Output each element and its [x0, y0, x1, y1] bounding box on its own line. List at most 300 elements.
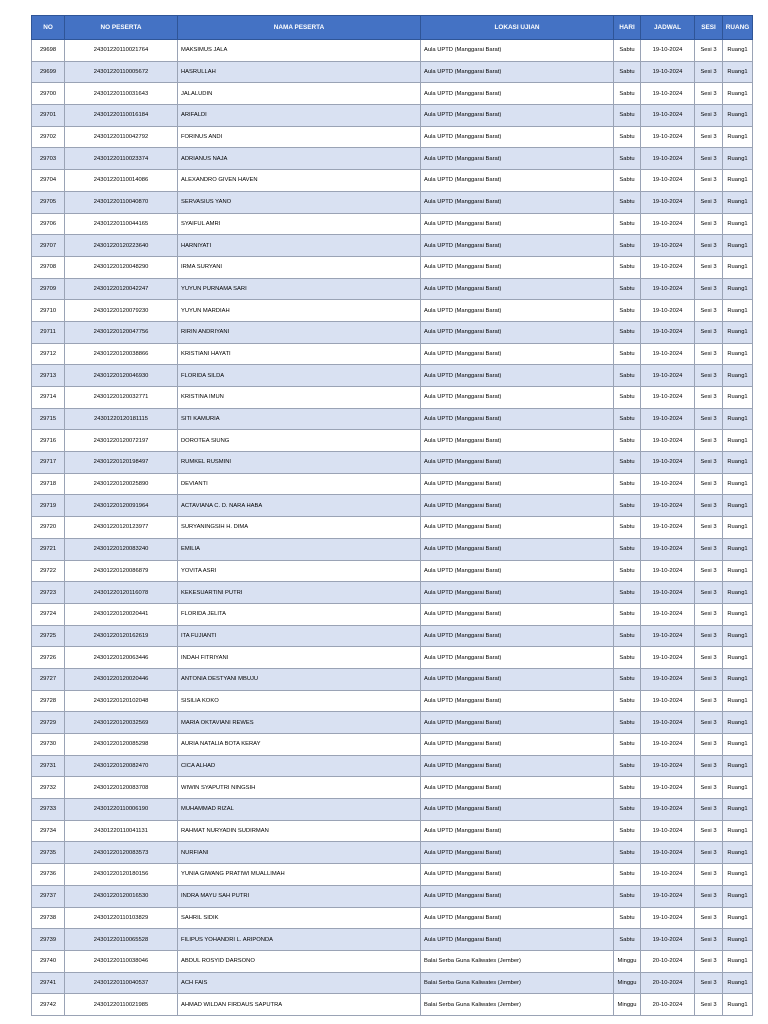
cell-jadwal: 19-10-2024	[641, 213, 695, 235]
cell-sesi: Sesi 3	[695, 408, 723, 430]
cell-lokasi-ujian: Aula UPTD (Manggarai Barat)	[421, 885, 614, 907]
cell-lokasi-ujian: Aula UPTD (Manggarai Barat)	[421, 777, 614, 799]
cell-no: 29698	[32, 40, 65, 62]
cell-nama-peserta: AURIA NATALIA BOTA KERAY	[178, 734, 421, 756]
cell-ruang: Ruang1	[723, 929, 753, 951]
cell-jadwal: 19-10-2024	[641, 929, 695, 951]
cell-jadwal: 19-10-2024	[641, 647, 695, 669]
cell-hari: Sabtu	[614, 40, 641, 62]
cell-jadwal: 19-10-2024	[641, 690, 695, 712]
cell-lokasi-ujian: Aula UPTD (Manggarai Barat)	[421, 300, 614, 322]
table-row	[32, 213, 753, 235]
cell-nama-peserta: DEVIANTI	[178, 473, 421, 495]
cell-no: 29741	[32, 972, 65, 994]
cell-hari: Sabtu	[614, 61, 641, 83]
cell-no-peserta: 24301220120180156	[65, 864, 178, 886]
cell-no: 29707	[32, 235, 65, 257]
cell-ruang: Ruang1	[723, 972, 753, 994]
cell-no: 29700	[32, 83, 65, 105]
cell-nama-peserta: EMILIA	[178, 538, 421, 560]
cell-ruang: Ruang1	[723, 777, 753, 799]
cell-jadwal: 20-10-2024	[641, 950, 695, 972]
table-body	[32, 40, 753, 1016]
cell-sesi: Sesi 3	[695, 799, 723, 821]
cell-nama-peserta: ACH FAIS	[178, 972, 421, 994]
cell-jadwal: 19-10-2024	[641, 582, 695, 604]
cell-no: 29719	[32, 495, 65, 517]
cell-hari: Minggu	[614, 950, 641, 972]
cell-no-peserta: 24301220120083240	[65, 538, 178, 560]
cell-ruang: Ruang1	[723, 387, 753, 409]
cell-nama-peserta: MAKSIMUS JALA	[178, 40, 421, 62]
cell-lokasi-ujian: Aula UPTD (Manggarai Barat)	[421, 170, 614, 192]
cell-sesi: Sesi 3	[695, 712, 723, 734]
table-row	[32, 907, 753, 929]
cell-sesi: Sesi 3	[695, 647, 723, 669]
table-row	[32, 343, 753, 365]
cell-hari: Minggu	[614, 972, 641, 994]
cell-sesi: Sesi 3	[695, 929, 723, 951]
cell-no: 29733	[32, 799, 65, 821]
cell-lokasi-ujian: Aula UPTD (Manggarai Barat)	[421, 517, 614, 539]
table-row	[32, 712, 753, 734]
cell-nama-peserta: RIRIN ANDRIYANI	[178, 321, 421, 343]
cell-no-peserta: 24301220110014086	[65, 170, 178, 192]
table-row	[32, 170, 753, 192]
cell-ruang: Ruang1	[723, 473, 753, 495]
table-row	[32, 538, 753, 560]
cell-no: 29730	[32, 734, 65, 756]
cell-nama-peserta: MARIA OKTAVIANI REWES	[178, 712, 421, 734]
cell-nama-peserta: IRMA SURYANI	[178, 256, 421, 278]
cell-no: 29704	[32, 170, 65, 192]
cell-no-peserta: 24301220120042247	[65, 278, 178, 300]
cell-nama-peserta: FORINUS ANDI	[178, 126, 421, 148]
cell-no-peserta: 24301220110031643	[65, 83, 178, 105]
table-row	[32, 256, 753, 278]
cell-nama-peserta: SITI KAMURIA	[178, 408, 421, 430]
header-no: NO	[32, 16, 65, 40]
cell-lokasi-ujian: Aula UPTD (Manggarai Barat)	[421, 40, 614, 62]
cell-lokasi-ujian: Aula UPTD (Manggarai Barat)	[421, 647, 614, 669]
cell-no: 29734	[32, 820, 65, 842]
cell-nama-peserta: ANTONIA DESTYANI MBUJU	[178, 668, 421, 690]
cell-no-peserta: 24301220120198497	[65, 452, 178, 474]
cell-lokasi-ujian: Aula UPTD (Manggarai Barat)	[421, 734, 614, 756]
cell-ruang: Ruang1	[723, 864, 753, 886]
cell-sesi: Sesi 3	[695, 668, 723, 690]
cell-ruang: Ruang1	[723, 40, 753, 62]
cell-sesi: Sesi 3	[695, 625, 723, 647]
cell-no: 29702	[32, 126, 65, 148]
cell-sesi: Sesi 3	[695, 582, 723, 604]
cell-no: 29727	[32, 668, 65, 690]
cell-nama-peserta: CICA ALHAD	[178, 755, 421, 777]
cell-nama-peserta: JALALUDIN	[178, 83, 421, 105]
cell-hari: Sabtu	[614, 668, 641, 690]
cell-ruang: Ruang1	[723, 430, 753, 452]
cell-lokasi-ujian: Aula UPTD (Manggarai Barat)	[421, 452, 614, 474]
header-hari: HARI	[614, 16, 641, 40]
cell-no-peserta: 24301220120079230	[65, 300, 178, 322]
cell-nama-peserta: NURFIANI	[178, 842, 421, 864]
cell-sesi: Sesi 3	[695, 777, 723, 799]
cell-ruang: Ruang1	[723, 820, 753, 842]
cell-hari: Sabtu	[614, 83, 641, 105]
cell-nama-peserta: SISILIA KOKO	[178, 690, 421, 712]
table-row	[32, 582, 753, 604]
cell-no-peserta: 24301220120020446	[65, 668, 178, 690]
cell-no: 29699	[32, 61, 65, 83]
cell-no: 29716	[32, 430, 65, 452]
cell-no-peserta: 24301220120116078	[65, 582, 178, 604]
cell-no-peserta: 24301220110038046	[65, 950, 178, 972]
cell-jadwal: 19-10-2024	[641, 40, 695, 62]
table-row	[32, 734, 753, 756]
cell-jadwal: 19-10-2024	[641, 387, 695, 409]
cell-ruang: Ruang1	[723, 321, 753, 343]
cell-sesi: Sesi 3	[695, 126, 723, 148]
cell-hari: Sabtu	[614, 885, 641, 907]
cell-no: 29709	[32, 278, 65, 300]
cell-sesi: Sesi 3	[695, 517, 723, 539]
table-row	[32, 40, 753, 62]
table-row	[32, 929, 753, 951]
cell-ruang: Ruang1	[723, 755, 753, 777]
cell-lokasi-ujian: Aula UPTD (Manggarai Barat)	[421, 712, 614, 734]
cell-hari: Sabtu	[614, 560, 641, 582]
cell-nama-peserta: KEKESUARTINI PUTRI	[178, 582, 421, 604]
cell-nama-peserta: FLORIDA SILDA	[178, 365, 421, 387]
cell-no-peserta: 24301220120032771	[65, 387, 178, 409]
table-row	[32, 105, 753, 127]
cell-hari: Sabtu	[614, 148, 641, 170]
cell-hari: Sabtu	[614, 690, 641, 712]
table-row	[32, 517, 753, 539]
table-row	[32, 278, 753, 300]
cell-jadwal: 19-10-2024	[641, 452, 695, 474]
cell-hari: Sabtu	[614, 473, 641, 495]
cell-nama-peserta: KRISTIANI HAYATI	[178, 343, 421, 365]
cell-no-peserta: 24301220120083573	[65, 842, 178, 864]
cell-nama-peserta: ADRIANUS NAJA	[178, 148, 421, 170]
cell-no: 29718	[32, 473, 65, 495]
cell-nama-peserta: ACTAVIANA C. D. NARA HABA	[178, 495, 421, 517]
cell-jadwal: 19-10-2024	[641, 126, 695, 148]
cell-nama-peserta: WIWIN SYAPUTRI NINGSIH	[178, 777, 421, 799]
cell-ruang: Ruang1	[723, 278, 753, 300]
cell-ruang: Ruang1	[723, 603, 753, 625]
cell-hari: Sabtu	[614, 907, 641, 929]
cell-no: 29720	[32, 517, 65, 539]
cell-sesi: Sesi 3	[695, 603, 723, 625]
table-row	[32, 430, 753, 452]
cell-no: 29736	[32, 864, 65, 886]
cell-sesi: Sesi 3	[695, 972, 723, 994]
cell-jadwal: 19-10-2024	[641, 799, 695, 821]
cell-lokasi-ujian: Aula UPTD (Manggarai Barat)	[421, 864, 614, 886]
cell-lokasi-ujian: Aula UPTD (Manggarai Barat)	[421, 668, 614, 690]
cell-no: 29721	[32, 538, 65, 560]
cell-sesi: Sesi 3	[695, 365, 723, 387]
cell-jadwal: 19-10-2024	[641, 278, 695, 300]
cell-lokasi-ujian: Aula UPTD (Manggarai Barat)	[421, 625, 614, 647]
table-row	[32, 950, 753, 972]
header-jadwal: JADWAL	[641, 16, 695, 40]
cell-no-peserta: 24301220110065528	[65, 929, 178, 951]
cell-hari: Sabtu	[614, 126, 641, 148]
cell-lokasi-ujian: Aula UPTD (Manggarai Barat)	[421, 278, 614, 300]
cell-jadwal: 19-10-2024	[641, 256, 695, 278]
cell-jadwal: 19-10-2024	[641, 560, 695, 582]
table-row	[32, 820, 753, 842]
cell-no: 29729	[32, 712, 65, 734]
cell-jadwal: 19-10-2024	[641, 517, 695, 539]
cell-sesi: Sesi 3	[695, 343, 723, 365]
cell-lokasi-ujian: Aula UPTD (Manggarai Barat)	[421, 148, 614, 170]
cell-ruang: Ruang1	[723, 61, 753, 83]
cell-ruang: Ruang1	[723, 582, 753, 604]
cell-lokasi-ujian: Aula UPTD (Manggarai Barat)	[421, 61, 614, 83]
table-row	[32, 777, 753, 799]
cell-no-peserta: 24301220110016184	[65, 105, 178, 127]
cell-sesi: Sesi 3	[695, 148, 723, 170]
cell-jadwal: 19-10-2024	[641, 907, 695, 929]
table-row	[32, 690, 753, 712]
cell-no-peserta: 24301220120083708	[65, 777, 178, 799]
cell-hari: Sabtu	[614, 820, 641, 842]
cell-jadwal: 19-10-2024	[641, 820, 695, 842]
cell-nama-peserta: MUHAMMAD RIZAL	[178, 799, 421, 821]
cell-no-peserta: 24301220110005672	[65, 61, 178, 83]
cell-ruang: Ruang1	[723, 885, 753, 907]
cell-hari: Sabtu	[614, 213, 641, 235]
cell-no-peserta: 24301220120085298	[65, 734, 178, 756]
cell-jadwal: 19-10-2024	[641, 321, 695, 343]
cell-hari: Sabtu	[614, 343, 641, 365]
header-sesi: SESI	[695, 16, 723, 40]
cell-no-peserta: 24301220110044165	[65, 213, 178, 235]
cell-no: 29703	[32, 148, 65, 170]
cell-ruang: Ruang1	[723, 148, 753, 170]
cell-no-peserta: 24301220120082470	[65, 755, 178, 777]
cell-hari: Sabtu	[614, 365, 641, 387]
cell-lokasi-ujian: Aula UPTD (Manggarai Barat)	[421, 473, 614, 495]
cell-ruang: Ruang1	[723, 495, 753, 517]
cell-sesi: Sesi 3	[695, 734, 723, 756]
header-no-peserta: NO PESERTA	[65, 16, 178, 40]
cell-nama-peserta: INDRA MAYU SAH PUTRI	[178, 885, 421, 907]
cell-nama-peserta: SAHRIL SIDIK	[178, 907, 421, 929]
cell-hari: Sabtu	[614, 647, 641, 669]
participant-table-container	[31, 15, 752, 1016]
cell-no-peserta: 24301220120020441	[65, 603, 178, 625]
cell-jadwal: 19-10-2024	[641, 170, 695, 192]
cell-hari: Sabtu	[614, 777, 641, 799]
participant-table	[31, 15, 753, 1016]
cell-lokasi-ujian: Aula UPTD (Manggarai Barat)	[421, 387, 614, 409]
table-header-row	[32, 16, 753, 40]
table-row	[32, 668, 753, 690]
cell-nama-peserta: AHMAD WILDAN FIRDAUS SAPUTRA	[178, 994, 421, 1016]
cell-sesi: Sesi 3	[695, 690, 723, 712]
cell-lokasi-ujian: Aula UPTD (Manggarai Barat)	[421, 191, 614, 213]
cell-hari: Sabtu	[614, 300, 641, 322]
cell-jadwal: 19-10-2024	[641, 61, 695, 83]
cell-jadwal: 19-10-2024	[641, 473, 695, 495]
cell-lokasi-ujian: Aula UPTD (Manggarai Barat)	[421, 582, 614, 604]
cell-hari: Sabtu	[614, 170, 641, 192]
cell-ruang: Ruang1	[723, 256, 753, 278]
cell-no: 29726	[32, 647, 65, 669]
cell-nama-peserta: FILIPUS YOHANDRI L. ARIPONDA	[178, 929, 421, 951]
table-row	[32, 365, 753, 387]
cell-hari: Sabtu	[614, 842, 641, 864]
table-row	[32, 495, 753, 517]
cell-no-peserta: 24301220120025890	[65, 473, 178, 495]
cell-sesi: Sesi 3	[695, 321, 723, 343]
table-row	[32, 83, 753, 105]
cell-jadwal: 19-10-2024	[641, 105, 695, 127]
cell-no-peserta: 24301220120162619	[65, 625, 178, 647]
cell-jadwal: 19-10-2024	[641, 365, 695, 387]
header-nama-peserta: NAMA PESERTA	[178, 16, 421, 40]
cell-jadwal: 19-10-2024	[641, 864, 695, 886]
table-row	[32, 408, 753, 430]
cell-no-peserta: 24301220110023374	[65, 148, 178, 170]
cell-nama-peserta: YUYUN MARDIAH	[178, 300, 421, 322]
cell-jadwal: 19-10-2024	[641, 755, 695, 777]
cell-lokasi-ujian: Aula UPTD (Manggarai Barat)	[421, 538, 614, 560]
cell-no-peserta: 24301220120048290	[65, 256, 178, 278]
cell-lokasi-ujian: Aula UPTD (Manggarai Barat)	[421, 408, 614, 430]
cell-ruang: Ruang1	[723, 690, 753, 712]
cell-lokasi-ujian: Aula UPTD (Manggarai Barat)	[421, 365, 614, 387]
cell-jadwal: 19-10-2024	[641, 603, 695, 625]
cell-no: 29731	[32, 755, 65, 777]
cell-nama-peserta: ALEXANDRO GIVEN HAVEN	[178, 170, 421, 192]
cell-nama-peserta: SERVASIUS YANO	[178, 191, 421, 213]
cell-lokasi-ujian: Aula UPTD (Manggarai Barat)	[421, 321, 614, 343]
cell-ruang: Ruang1	[723, 235, 753, 257]
cell-ruang: Ruang1	[723, 191, 753, 213]
cell-no-peserta: 24301220120047756	[65, 321, 178, 343]
table-row	[32, 387, 753, 409]
cell-hari: Sabtu	[614, 538, 641, 560]
cell-no: 29717	[32, 452, 65, 474]
cell-lokasi-ujian: Aula UPTD (Manggarai Barat)	[421, 495, 614, 517]
cell-no-peserta: 24301220110040537	[65, 972, 178, 994]
cell-jadwal: 19-10-2024	[641, 191, 695, 213]
cell-hari: Minggu	[614, 994, 641, 1016]
header-lokasi-ujian: LOKASI UJIAN	[421, 16, 614, 40]
cell-ruang: Ruang1	[723, 452, 753, 474]
cell-no: 29738	[32, 907, 65, 929]
cell-hari: Sabtu	[614, 929, 641, 951]
cell-jadwal: 19-10-2024	[641, 625, 695, 647]
table-row	[32, 560, 753, 582]
cell-jadwal: 19-10-2024	[641, 777, 695, 799]
cell-nama-peserta: SYAIFUL AMRI	[178, 213, 421, 235]
table-row	[32, 321, 753, 343]
cell-lokasi-ujian: Aula UPTD (Manggarai Barat)	[421, 213, 614, 235]
cell-no: 29708	[32, 256, 65, 278]
cell-hari: Sabtu	[614, 603, 641, 625]
cell-lokasi-ujian: Aula UPTD (Manggarai Barat)	[421, 842, 614, 864]
cell-sesi: Sesi 3	[695, 430, 723, 452]
cell-sesi: Sesi 3	[695, 170, 723, 192]
cell-sesi: Sesi 3	[695, 560, 723, 582]
cell-no: 29722	[32, 560, 65, 582]
cell-hari: Sabtu	[614, 712, 641, 734]
cell-jadwal: 20-10-2024	[641, 972, 695, 994]
cell-no-peserta: 24301220120086879	[65, 560, 178, 582]
cell-ruang: Ruang1	[723, 712, 753, 734]
cell-no-peserta: 24301220110021764	[65, 40, 178, 62]
table-row	[32, 148, 753, 170]
cell-ruang: Ruang1	[723, 950, 753, 972]
cell-lokasi-ujian: Aula UPTD (Manggarai Barat)	[421, 256, 614, 278]
cell-no-peserta: 24301220120091964	[65, 495, 178, 517]
cell-jadwal: 19-10-2024	[641, 668, 695, 690]
cell-lokasi-ujian: Aula UPTD (Manggarai Barat)	[421, 690, 614, 712]
cell-lokasi-ujian: Aula UPTD (Manggarai Barat)	[421, 603, 614, 625]
cell-no: 29725	[32, 625, 65, 647]
cell-hari: Sabtu	[614, 517, 641, 539]
cell-no: 29732	[32, 777, 65, 799]
cell-hari: Sabtu	[614, 495, 641, 517]
cell-lokasi-ujian: Aula UPTD (Manggarai Barat)	[421, 105, 614, 127]
cell-no-peserta: 24301220110041131	[65, 820, 178, 842]
cell-no-peserta: 24301220110040870	[65, 191, 178, 213]
cell-nama-peserta: ITA FUJIANTI	[178, 625, 421, 647]
cell-ruang: Ruang1	[723, 734, 753, 756]
cell-no: 29737	[32, 885, 65, 907]
cell-nama-peserta: RAHMAT NURYADIN SUDIRMAN	[178, 820, 421, 842]
cell-no: 29740	[32, 950, 65, 972]
cell-sesi: Sesi 3	[695, 83, 723, 105]
cell-no: 29728	[32, 690, 65, 712]
table-row	[32, 994, 753, 1016]
cell-lokasi-ujian: Balai Serba Guna Kaliwates (Jember)	[421, 950, 614, 972]
cell-sesi: Sesi 3	[695, 213, 723, 235]
cell-lokasi-ujian: Balai Serba Guna Kaliwates (Jember)	[421, 972, 614, 994]
table-row	[32, 191, 753, 213]
cell-nama-peserta: ARIFALDI	[178, 105, 421, 127]
cell-hari: Sabtu	[614, 256, 641, 278]
cell-lokasi-ujian: Aula UPTD (Manggarai Barat)	[421, 235, 614, 257]
cell-no-peserta: 24301220120181115	[65, 408, 178, 430]
cell-jadwal: 20-10-2024	[641, 994, 695, 1016]
cell-nama-peserta: INDAH FITRIYANI	[178, 647, 421, 669]
cell-no-peserta: 24301220120102048	[65, 690, 178, 712]
cell-nama-peserta: ABDUL ROSYID DARSONO	[178, 950, 421, 972]
table-row	[32, 972, 753, 994]
cell-ruang: Ruang1	[723, 994, 753, 1016]
cell-no: 29742	[32, 994, 65, 1016]
table-row	[32, 452, 753, 474]
cell-jadwal: 19-10-2024	[641, 83, 695, 105]
cell-sesi: Sesi 3	[695, 452, 723, 474]
table-row	[32, 235, 753, 257]
cell-ruang: Ruang1	[723, 842, 753, 864]
cell-lokasi-ujian: Aula UPTD (Manggarai Barat)	[421, 907, 614, 929]
cell-ruang: Ruang1	[723, 408, 753, 430]
table-row	[32, 61, 753, 83]
cell-jadwal: 19-10-2024	[641, 235, 695, 257]
cell-sesi: Sesi 3	[695, 885, 723, 907]
cell-no: 29713	[32, 365, 65, 387]
